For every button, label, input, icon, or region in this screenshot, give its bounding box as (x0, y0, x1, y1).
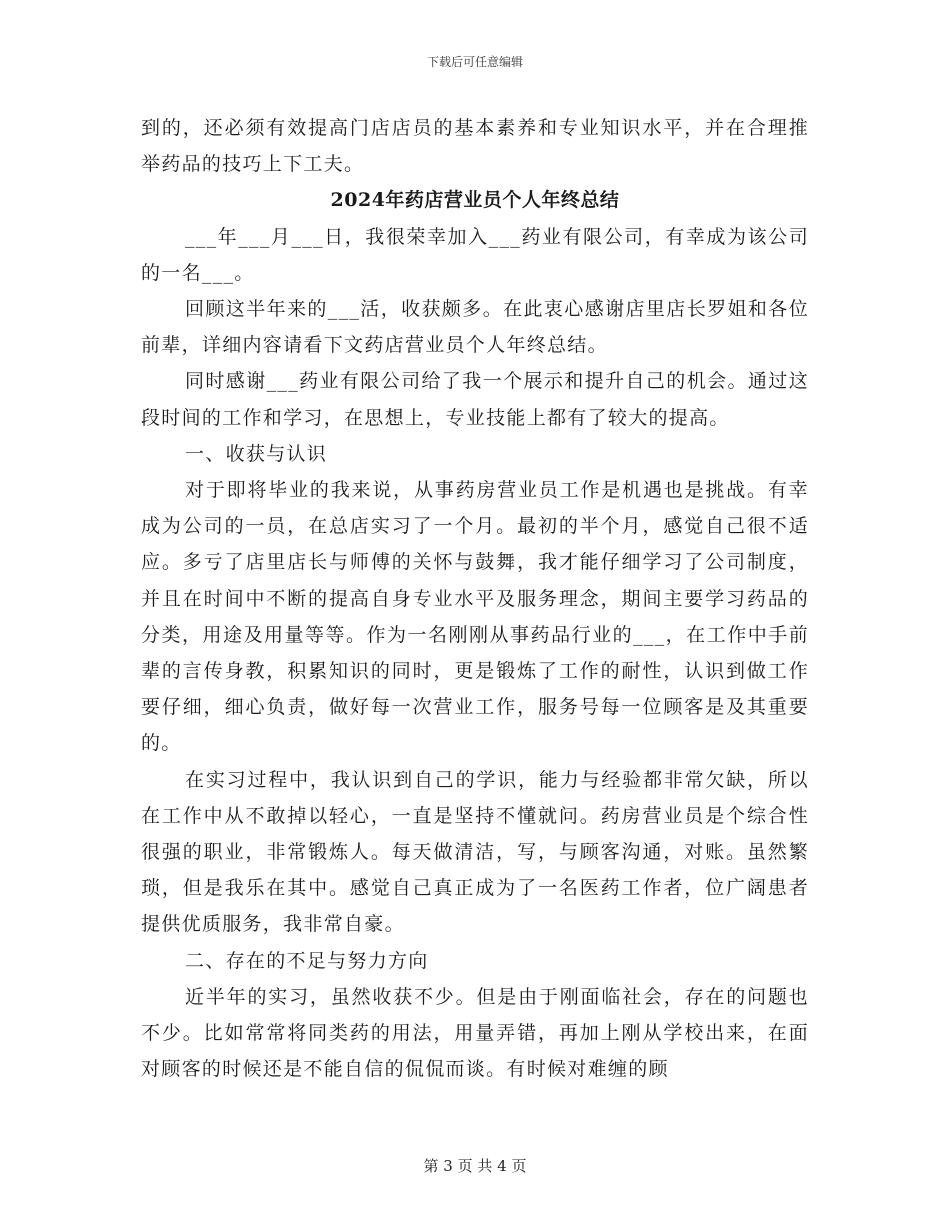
section-heading-shortcomings: 二、存在的不足与努力方向 (185, 949, 429, 972)
paragraph-join-date: ___年___月___日，我很荣幸加入___药业有限公司，有幸成为该公司的一名___。 (141, 225, 809, 284)
document-title: 2024年药店营业员个人年终总结 (330, 189, 620, 212)
document-body (141, 110, 809, 1087)
paragraph-gains: 对于即将毕业的我来说，从事药房营业员工作是机遇也是挑战。有幸成为公司的一员，在总店实习了一个月。最初的半个月，感觉自己很不适应。多亏了店里店长与师傅的关怀与鼓舞，我才能仔细学习了公司制度，并且在时间中不断的提高自身专业水平及服务理念，期间主要学习药品的分类，用途及用量等等。作为一名刚刚从事药品行业的___，在工作中手前辈的言传身教，积累知识的同时，更是锻炼了工作的耐性，认识到做工作要仔细，细心负责，做好每一次营业工作，服务号每一位顾客是及其重要的。 (141, 479, 809, 755)
paragraph-shortcomings: 近半年的实习，虽然收获不少。但是由于刚面临社会，存在的问题也不少。比如常常将同类药的用法，用量弄错，再加上刚从学校出来，在面对顾客的时候还是不能自信的侃侃而谈。有时候对难缠的顾 (141, 985, 809, 1081)
paragraph-thanks: 同时感谢___药业有限公司给了我一个展示和提升自己的机会。通过这段时间的工作和学习，在思想上，专业技能上都有了较大的提高。 (141, 370, 809, 429)
section-heading-gains: 一、收获与认识 (185, 442, 328, 465)
page-header-note: 下载后可任意编辑 (426, 55, 523, 69)
page-number: 第 3 页 共 4 页 (423, 1157, 527, 1175)
paragraph-review: 回顾这半年来的___活，收获颇多。在此衷心感谢店里店长罗姐和各位前辈，详细内容请看下文药店营业员个人年终总结。 (141, 298, 809, 357)
paragraph-internship: 在实习过程中，我认识到自己的学识，能力与经验都非常欠缺，所以在工作中从不敢掉以轻心，一直是坚持不懂就问。药房营业员是个综合性很强的职业，非常锻炼人。每天做清洁，写，与顾客沟通，对账。虽然繁琐，但是我乐在其中。感觉自己真正成为了一名医药工作者，位广阔患者提供优质服务，我非常自豪。 (141, 768, 809, 936)
continuation-paragraph: 到的，还必须有效提高门店店员的基本素养和专业知识水平，并在合理推举药品的技巧上下工夫。 (141, 117, 809, 176)
